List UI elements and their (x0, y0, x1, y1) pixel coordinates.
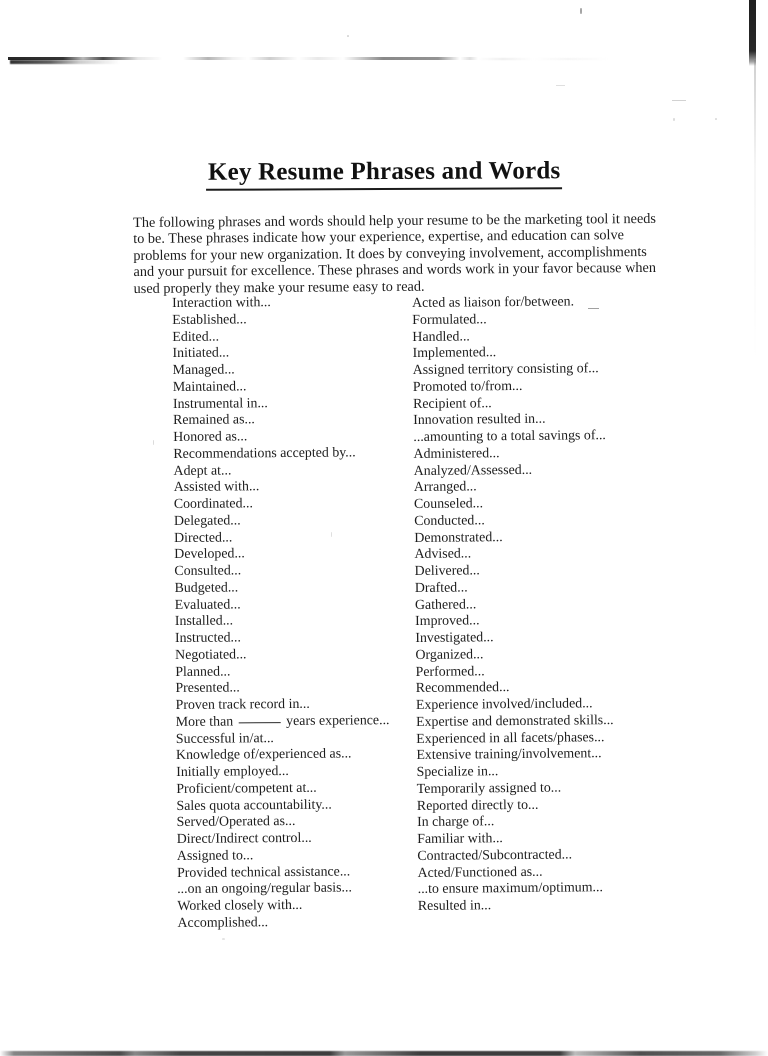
phrase-item: Negotiated... (175, 647, 247, 663)
phrase-item: Installed... (174, 613, 234, 630)
phrase-item: Evaluated... (174, 596, 241, 613)
phrase-item: Experienced in all facets/phases... (416, 729, 605, 747)
phrase-item: Edited... (172, 329, 220, 345)
phrase-item: Initiated... (172, 345, 230, 362)
phrase-item: Developed... (174, 546, 245, 563)
phrase-item: Administered... (413, 445, 500, 462)
phrase-item: Extensive training/involvement... (416, 746, 602, 764)
phrase-item: Performed... (415, 663, 485, 680)
phrase-item: Proven track record in... (175, 696, 310, 713)
phrase-item: Honored as... (173, 429, 248, 445)
phrase-item: Analyzed/Assessed... (413, 462, 533, 479)
phrase-item: Specialize in... (416, 764, 499, 780)
scan-speck (715, 118, 717, 120)
phrase-item: Arranged... (413, 479, 477, 496)
scan-speck (222, 938, 225, 940)
page-title (0, 158, 768, 190)
scan-speck (347, 35, 349, 37)
intro-paragraph: The following phrases and words should help your resume to be the marketing tool it needs to be. These phrases indicate how your experience, expertise, and education can solve problems for your new organization. It does by conveying involvement, accomplishments and your pursuit for excellence. These phrases and words work in your favor because when used properly they make your resume easy to read. (133, 211, 657, 297)
phrase-item: Provided technical assistance... (176, 863, 351, 881)
phrase-item: Interaction with... (172, 295, 271, 311)
phrase-item: Promoted to/from... (412, 378, 523, 395)
phrase-columns (0, 296, 768, 936)
phrase-item: More than years experience... (175, 712, 390, 730)
phrase-item: Instrumental in... (172, 395, 268, 412)
phrase-item: Managed... (172, 362, 235, 378)
phrase-list-right (412, 294, 668, 916)
phrase-item: Consulted... (174, 563, 242, 579)
phrase-item: Assigned territory consisting of... (412, 361, 599, 378)
phrase-list-left (172, 294, 413, 933)
phrase-item: Reported directly to... (416, 797, 539, 814)
phrase-item: Resulted in... (417, 898, 492, 914)
phrase-item: Recommendations accepted by... (173, 445, 356, 462)
scan-speck (673, 118, 675, 121)
scan-speck (588, 308, 599, 309)
phrase-item: Knowledge of/experienced as... (175, 746, 352, 764)
phrase-item: Budgeted... (174, 580, 239, 596)
phrase-item: Temporarily assigned to... (416, 780, 562, 797)
phrase-item: Delegated... (173, 513, 241, 529)
phrase-item: Sales quota accountability... (176, 797, 332, 814)
scan-speck (580, 8, 582, 14)
phrase-item: Direct/Indirect control... (176, 830, 312, 847)
phrase-item: Organized... (415, 647, 484, 663)
phrase-item: Served/Operated as... (176, 814, 296, 831)
phrase-item: Instructed... (174, 630, 242, 646)
phrase-item: Recommended... (415, 680, 510, 697)
phrase-item: Formulated... (412, 312, 487, 328)
phrase-item: Familiar with... (417, 831, 503, 847)
phrase-item: Drafted... (414, 580, 468, 596)
phrase-item: Assigned to... (176, 848, 254, 864)
phrase-item: Investigated... (415, 630, 494, 646)
phrase-item: Accomplished... (177, 914, 269, 931)
scan-streak-faint-artifact (478, 58, 648, 60)
phrase-item: Demonstrated... (414, 529, 503, 546)
phrase-item: Adept at... (173, 462, 232, 479)
phrase-item: Innovation resulted in... (413, 411, 546, 429)
phrase-item: Acted/Functioned as... (417, 864, 543, 881)
phrase-item: Proficient/competent at... (176, 780, 317, 797)
phrase-item: Successful in/at... (175, 730, 274, 747)
fill-in-blank (239, 722, 281, 723)
page-title-text: Key Resume Phrases and Words (206, 157, 563, 191)
phrase-item: Contracted/Subcontracted... (417, 847, 573, 864)
phrase-item: Initially employed... (176, 763, 289, 780)
phrase-item: Directed... (174, 529, 233, 546)
phrase-item: Improved... (415, 613, 480, 630)
phrase-item: Presented... (175, 680, 240, 697)
phrase-item: Expertise and demonstrated skills... (416, 712, 614, 730)
phrase-item: ...to ensure maximum/optimum... (417, 880, 603, 898)
phrase-item: Acted as liaison for/between. (412, 294, 575, 311)
phrase-item: Implemented... (412, 345, 497, 362)
phrase-item: Gathered... (414, 596, 477, 613)
scan-band-bottom (0, 1051, 768, 1056)
phrase-item: Remained as... (173, 412, 255, 429)
phrase-item: ...on an ongoing/regular basis... (177, 880, 353, 898)
phrase-item: ...amounting to a total savings of... (413, 428, 606, 445)
phrase-item: Coordinated... (173, 496, 253, 512)
phrase-item: Recipient of... (412, 395, 492, 412)
phrase-item: Delivered... (414, 563, 480, 579)
phrase-item: Established... (172, 312, 247, 328)
scan-speck (672, 100, 686, 101)
phrase-item: Conducted... (414, 513, 485, 529)
phrase-item: Advised... (414, 546, 472, 563)
scan-speck (556, 85, 565, 86)
phrase-item: In charge of... (416, 814, 495, 831)
phrase-item: Handled... (412, 328, 470, 345)
scan-edge-shadow-right (749, 0, 756, 66)
phrase-item: Counseled... (413, 496, 484, 512)
phrase-item: Experience involved/included... (415, 696, 593, 713)
phrase-item: Maintained... (172, 379, 247, 395)
phrase-item: Assisted with... (173, 479, 260, 496)
phrase-item: Worked closely with... (177, 897, 303, 914)
scan-smudge-artifact (10, 60, 130, 64)
phrase-item: Planned... (175, 664, 231, 680)
